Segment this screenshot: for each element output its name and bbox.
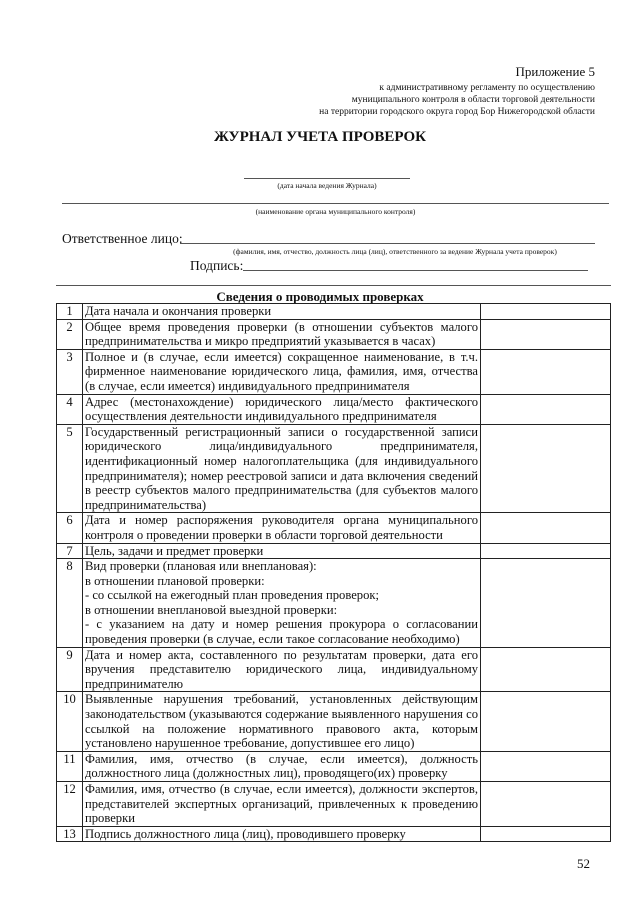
- row-line: в отношении внеплановой выездной проверки:: [85, 602, 338, 617]
- row-value-cell: [481, 543, 611, 559]
- row-description: Дата и номер распоряжения руководителя органа муниципального контроля о проведении проверки в области торговой деятельности: [83, 513, 481, 543]
- row-number: 12: [57, 782, 83, 827]
- row-description: [83, 559, 481, 648]
- table-row: [57, 424, 611, 513]
- appendix-line-3: на территории городского округа город Бор Нижегородской области: [319, 107, 595, 117]
- row-number: 5: [57, 424, 83, 513]
- row-number: 6: [57, 513, 83, 543]
- row-number: 8: [57, 559, 83, 648]
- table-row: [57, 751, 611, 781]
- row-number: 3: [57, 349, 83, 394]
- row-line: Вид проверки (плановая или внеплановая):: [85, 559, 317, 574]
- row-value-cell: [481, 513, 611, 543]
- table-row: [57, 543, 611, 559]
- start-date-line: [244, 178, 410, 179]
- row-line: в отношении плановой проверки:: [85, 573, 265, 588]
- row-value-cell: [481, 304, 611, 320]
- section-title: Сведения о проводимых проверках: [216, 289, 424, 304]
- row-description: Цель, задачи и предмет проверки: [83, 543, 481, 559]
- row-number: 1: [57, 304, 83, 320]
- start-date-caption: (дата начала ведения Журнала): [277, 181, 377, 190]
- appendix-line-1: к административному регламенту по осуществлению: [379, 83, 595, 93]
- table-row: [57, 826, 611, 842]
- section-rule: [56, 285, 611, 286]
- row-value-cell: [481, 692, 611, 751]
- row-line: - со ссылкой на ежегодный план проведения проверок;: [85, 588, 379, 603]
- inspections-table: [56, 303, 611, 842]
- table-row: [57, 513, 611, 543]
- row-value-cell: [481, 782, 611, 827]
- table-row: [57, 349, 611, 394]
- table-row: [57, 304, 611, 320]
- row-value-cell: [481, 751, 611, 781]
- row-description: Дата и номер акта, составленного по результатам проверки, дата его вручения представителю юридического лица, индивидуальному предпринимателю: [83, 647, 481, 692]
- row-line: - с указанием на дату и номер решения прокурора о согласовании проведения проверки (в случае, если такое согласование необходимо): [85, 617, 478, 647]
- table-row: [57, 394, 611, 424]
- row-number: 7: [57, 543, 83, 559]
- row-description: Дата начала и окончания проверки: [83, 304, 481, 320]
- row-description: Государственный регистрационный записи о государственной записи юридического лица/индивидуального предпринимателя, идентификационный номер налогоплательщика (для индивидуального предпринимателя); номер реестровой записи и дата включения сведений в реестр субъектов малого предпринимательства (для субъектов малого предпринимательства): [83, 424, 481, 513]
- authority-caption: (наименование органа муниципального контроля): [255, 207, 416, 216]
- row-number: 9: [57, 647, 83, 692]
- table-row: [57, 647, 611, 692]
- appendix-title: Приложение 5: [515, 64, 595, 79]
- journal-title: ЖУРНАЛ УЧЕТА ПРОВЕРОК: [213, 129, 427, 145]
- row-value-cell: [481, 559, 611, 648]
- row-value-cell: [481, 349, 611, 394]
- row-number: 4: [57, 394, 83, 424]
- responsible-caption: (фамилия, имя, отчество, должность лица (лиц), ответственного за ведение Журнала учета проверок): [233, 247, 557, 256]
- row-value-cell: [481, 647, 611, 692]
- row-number: 13: [57, 826, 83, 842]
- row-number: 11: [57, 751, 83, 781]
- responsible-label: Ответственное лицо:: [62, 231, 183, 246]
- page-number: 52: [577, 856, 590, 871]
- appendix-line-2: муниципального контроля в области торговой деятельности: [351, 95, 595, 105]
- responsible-line: [180, 243, 595, 244]
- row-number: 2: [57, 319, 83, 349]
- row-description: Фамилия, имя, отчество (в случае, если имеется), должность должностного лица (должностных лиц), проводящего(их) проверку: [83, 751, 481, 781]
- row-description: Полное и (в случае, если имеется) сокращенное наименование, в т.ч. фирменное наименование юридического лица, фамилия, имя, отчества (в случае, если имеется) индивидуального предпринимателя: [83, 349, 481, 394]
- table-row: [57, 559, 611, 648]
- row-value-cell: [481, 394, 611, 424]
- authority-line: [62, 203, 609, 204]
- row-description: Адрес (местонахождение) юридического лица/место фактического осуществления деятельности индивидуального предпринимателя: [83, 394, 481, 424]
- row-description: Фамилия, имя, отчество (в случае, если имеется), должности экспертов, представителей экспертных организаций, привлеченных к проведению проверки: [83, 782, 481, 827]
- table-row: [57, 692, 611, 751]
- row-description: Подпись должностного лица (лиц), проводившего проверку: [83, 826, 481, 842]
- row-number: 10: [57, 692, 83, 751]
- row-description: Общее время проведения проверки (в отношении субъектов малого предпринимательства и микро предприятий указывается в часах): [83, 319, 481, 349]
- row-value-cell: [481, 424, 611, 513]
- signature-label: Подпись:: [190, 258, 244, 273]
- table-row: [57, 782, 611, 827]
- row-value-cell: [481, 319, 611, 349]
- row-description: Выявленные нарушения требований, установленных действующим законодательством (указываются содержание выявленного нарушения со ссылкой на положение нормативного правового акта, которым установлено нарушенное требование, допустившее его лицо): [83, 692, 481, 751]
- row-value-cell: [481, 826, 611, 842]
- signature-line: [243, 270, 588, 271]
- table-row: [57, 319, 611, 349]
